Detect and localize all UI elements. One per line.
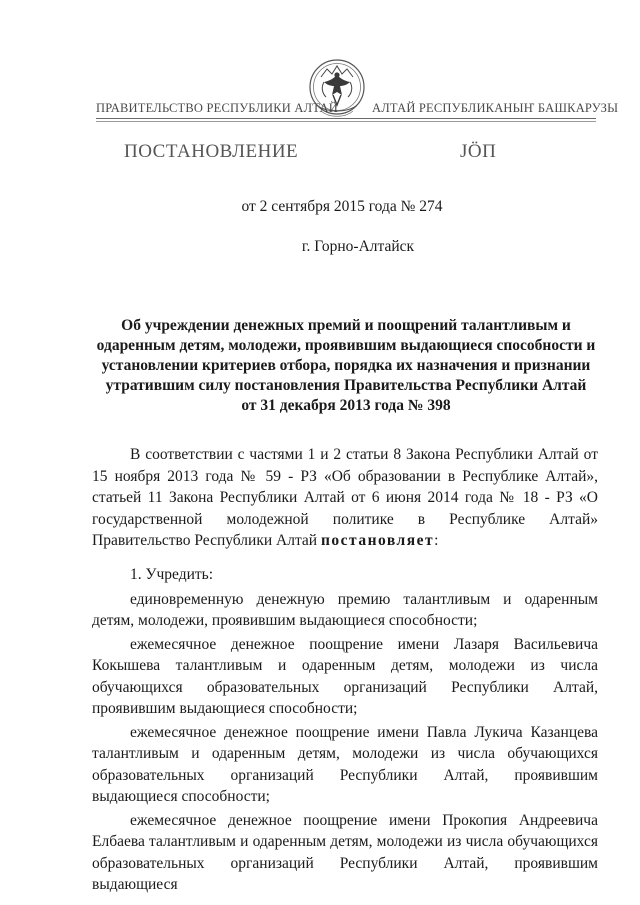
header-rule	[96, 118, 596, 119]
document-city: г. Горно-Алтайск	[301, 238, 415, 255]
government-name-russian: ПРАВИТЕЛЬСТВО РЕСПУБЛИКИ АЛТАЙ	[96, 101, 338, 115]
title-line: от 31 декабря 2013 года № 398	[241, 397, 451, 414]
preamble-text: В соответствии с частями 1 и 2 статьи 8 Закона Республики Алтай от 15 ноября 2013 года № 59 - РЗ «Об образовании в Республике Алтай», статьей 11 Закона Республики Алтай от 6 июня 2014 года № 18 - РЗ «О государственной молодежной политике в Республике Алтай» Правительство Республики Алтай	[92, 446, 598, 549]
document-type-altai: ЈӦП	[460, 141, 497, 162]
title-line: установлении критериев отбора, порядка их назначения и признании	[101, 357, 591, 374]
header-rule-secondary	[96, 121, 596, 122]
decree-word: постановляет	[320, 532, 435, 549]
preamble-paragraph	[92, 444, 598, 552]
title-line: утратившим силу постановления Правительства Республики Алтай	[105, 377, 587, 394]
government-name-altai: АЛТАЙ РЕСПУБЛИКАНЫҤ БАШКАРУЗЫ	[372, 101, 619, 115]
list-item: ежемесячное денежное поощрение имени Лазаря Васильевича Кокышева талантливым и одаренным детям, молодежи из числа обучающихся образовательных организаций Республики Алтай, проявившим выдающиеся способности;	[92, 635, 598, 717]
title-line: Об учреждении денежных премий и поощрений талантливым и	[121, 317, 571, 334]
document-type-russian: ПОСТАНОВЛЕНИЕ	[124, 141, 299, 162]
list-heading: 1. Учредить:	[130, 566, 214, 583]
document-date-number: от 2 сентября 2015 года № 274	[241, 198, 443, 215]
document-title	[96, 316, 596, 416]
list-item: единовременную денежную премию талантливым и одаренным детям, молодежи, проявившим выдающиеся способности;	[92, 590, 598, 629]
establish-list	[92, 564, 598, 896]
list-item: ежемесячное денежное поощрение имени Павла Лукича Казанцева талантливым и одаренным детям, молодежи из числа обучающихся образовательных организаций Республики Алтай, проявившим выдающиеся способности;	[92, 723, 598, 805]
title-line: одаренным детям, молодежи, проявившим выдающиеся способности и	[96, 337, 596, 354]
preamble-tail: :	[434, 532, 439, 549]
list-item: ежемесячное денежное поощрение имени Прокопия Андреевича Елбаева талантливым и одаренным детям, молодежи из числа обучающихся образовательных организаций Республики Алтай, проявившим выдающиеся	[92, 811, 598, 893]
